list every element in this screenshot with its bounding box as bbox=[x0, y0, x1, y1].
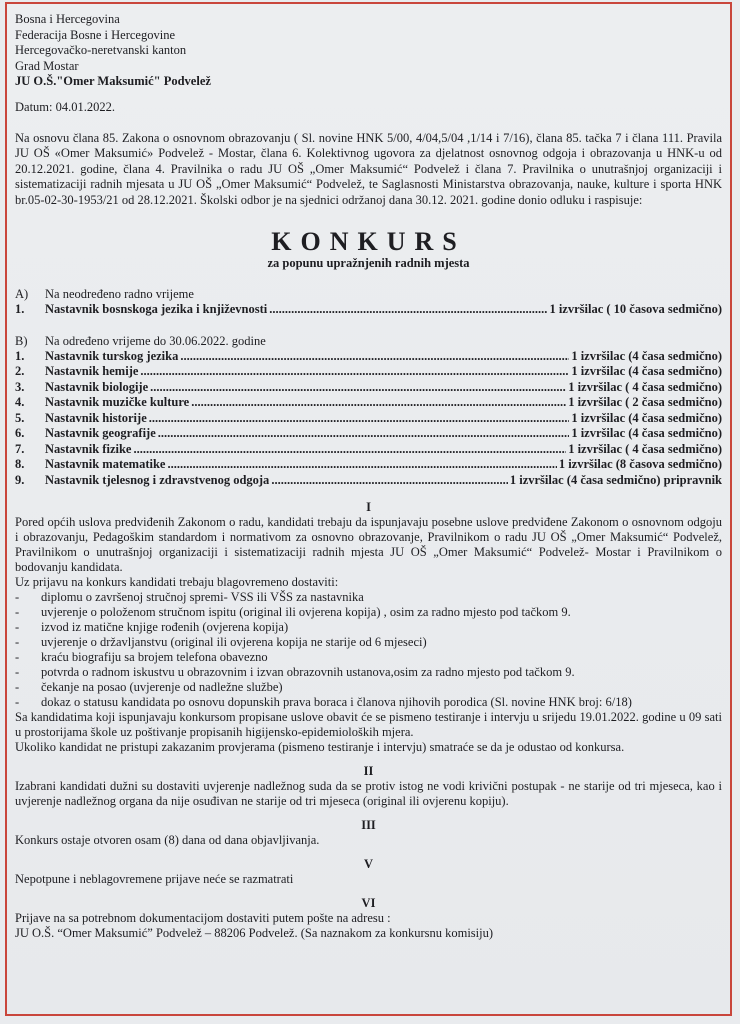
list-item: - čekanje na posao (uvjerenje od nadležne službe) bbox=[15, 680, 283, 694]
leader-dots bbox=[180, 349, 569, 364]
section-i-numeral: I bbox=[366, 500, 371, 514]
list-item: - dokaz o statusu kandidata po osnovu dopunskih prava boraca i članova njihovih porodica (Sl. novine HNK broj: 6/18) bbox=[15, 695, 632, 709]
position-row bbox=[15, 349, 722, 365]
documents-list bbox=[15, 590, 722, 710]
position-amount: 1 izvršilac ( 4 časa sedmično) bbox=[568, 441, 722, 456]
list-item: - diplomu o završenoj stručnoj spremi- VSS ili VŠS za nastavnika bbox=[15, 590, 364, 604]
position-name: Nastavnik bosnskoga jezika i književnosti bbox=[45, 302, 268, 316]
section-ii bbox=[15, 764, 722, 809]
section-a bbox=[15, 287, 722, 318]
general-conditions-paragraph: Pored općih uslova predviđenih Zakonom o radu, kandidati trebaju da ispunjavaju posebne uslove predviđene Zakonom o osnovnom odgoju i obrazovanju, Pedagoškim standardom i normativom za osnovno obrazovanje, Pravilnikom o radu JU OŠ „Omer Maksumić“ Podvelež, Pravilnikom o unutrašnjoj organizaciji i sistematizaciji radnih mjesta JU OŠ „Omer Maksumić“ Podvelež- Mostar i Pravilnikom o bodovanju kandidata. bbox=[15, 515, 722, 574]
section-iii bbox=[15, 818, 722, 848]
section-vi-text-1: Prijave na sa potrebnom dokumentacijom dostaviti putem pošte na adresu : bbox=[15, 911, 391, 925]
position-amount: 1 izvršilac ( 10 časova sedmično) bbox=[549, 302, 722, 316]
document-item-text: kraću biografiju sa brojem telefona obavezno bbox=[41, 650, 268, 664]
document-item-text: dokaz o statusu kandidata po osnovu dopunskih prava boraca i članova njihovih porodica (Sl. novine HNK broj: 6/18) bbox=[41, 695, 632, 709]
leader-dots bbox=[158, 426, 570, 441]
document-page bbox=[5, 2, 732, 1016]
position-number: 8. bbox=[15, 457, 25, 471]
list-item: - kraću biografiju sa brojem telefona obavezno bbox=[15, 650, 268, 664]
document-header bbox=[15, 12, 722, 90]
position-amount: 1 izvršilac (4 časa sedmično) bbox=[571, 426, 722, 440]
documents-intro: Uz prijavu na konkurs kandidati trebaju blagovremeno dostaviti: bbox=[15, 575, 339, 589]
position-row bbox=[15, 411, 722, 427]
document-subtitle: za popunu upražnjenih radnih mjesta bbox=[267, 256, 470, 270]
position-number: 1. bbox=[15, 348, 25, 363]
document-item-text: uvjerenje o državljanstvu (original ili ovjerena kopija ne starije od 6 mjeseci) bbox=[41, 635, 427, 649]
leader-dots bbox=[191, 395, 566, 410]
section-i bbox=[15, 500, 722, 755]
document-item-text: izvod iz matične knjige rođenih (ovjerena kopija) bbox=[41, 620, 289, 634]
document-item-text: čekanje na posao (uvjerenje od nadležne službe) bbox=[41, 680, 283, 694]
position-row bbox=[15, 395, 722, 411]
section-b bbox=[15, 334, 722, 489]
position-name: Nastavnik muzičke kulture bbox=[45, 395, 190, 409]
list-item: - izvod iz matične knjige rođenih (ovjerena kopija) bbox=[15, 620, 289, 634]
position-name: Nastavnik geografije bbox=[45, 426, 156, 440]
section-b-title: Na određeno vrijeme do 30.06.2022. godine bbox=[45, 333, 266, 348]
leader-dots bbox=[269, 302, 547, 317]
position-row bbox=[15, 457, 722, 473]
position-name: Nastavnik hemije bbox=[45, 364, 139, 378]
header-line-school: JU O.Š."Omer Maksumić" Podvelež bbox=[15, 74, 211, 88]
position-name: Nastavnik fizike bbox=[45, 441, 132, 456]
position-number: 6. bbox=[15, 426, 25, 440]
position-amount: 1 izvršilac (4 časa sedmično) bbox=[571, 364, 722, 378]
position-number: 7. bbox=[15, 441, 25, 456]
leader-dots bbox=[133, 442, 566, 457]
testing-paragraph: Sa kandidatima koji ispunjavaju konkursom propisane uslove obavit će se pismeno testiranje i intervju u srijedu 19.01.2022. godine u 09 sati u prostorijama škole uz poštivanje propisanih higijensko-epidemioloških mjera. bbox=[15, 710, 722, 739]
position-row bbox=[15, 302, 722, 318]
position-row bbox=[15, 364, 722, 380]
section-vi bbox=[15, 896, 722, 941]
list-item: - potvrda o radnom iskustvu u obrazovnim i izvan obrazovnih ustanova,osim za radno mjesto pod tačkom 9. bbox=[15, 665, 575, 679]
header-line-federation: Federacija Bosne i Hercegovine bbox=[15, 27, 176, 42]
section-a-title: Na neodređeno radno vrijeme bbox=[45, 287, 194, 301]
position-amount: 1 izvršilac (4 časa sedmično) pripravnik bbox=[509, 472, 722, 487]
section-a-heading bbox=[15, 287, 722, 302]
position-number: 4. bbox=[15, 395, 25, 409]
header-line-city: Grad Mostar bbox=[15, 58, 79, 73]
document-item-text: diplomu o završenoj stručnoj spremi- VSS ili VŠS za nastavnika bbox=[41, 590, 364, 604]
withdrawal-paragraph: Ukoliko kandidat ne pristupi zakazanim provjerama (pismeno testiranje i intervju) smatraće se da je odustao od konkursa. bbox=[15, 740, 625, 754]
position-amount: 1 izvršilac (4 časa sedmično) bbox=[571, 410, 722, 425]
leader-dots bbox=[149, 411, 570, 426]
position-amount: 1 izvršilac (4 časa sedmično) bbox=[571, 348, 722, 363]
list-item: - uvjerenje o položenom stručnom ispitu (original ili ovjerena kopija) , osim za radno mjesto pod tačkom 9. bbox=[15, 605, 571, 619]
list-item: - uvjerenje o državljanstvu (original ili ovjerena kopija ne starije od 6 mjeseci) bbox=[15, 635, 427, 649]
position-row bbox=[15, 473, 722, 489]
header-line-country: Bosna i Hercegovina bbox=[15, 12, 120, 26]
leader-dots bbox=[167, 457, 556, 472]
section-iii-text: Konkurs ostaje otvoren osam (8) dana od dana objavljivanja. bbox=[15, 833, 320, 847]
section-ii-numeral: II bbox=[363, 764, 374, 778]
position-name: Nastavnik matematike bbox=[45, 457, 166, 471]
position-amount: 1 izvršilac ( 2 časa sedmično) bbox=[568, 395, 722, 409]
section-vi-numeral: VI bbox=[361, 896, 376, 910]
position-amount: 1 izvršilac (8 časova sedmično) bbox=[558, 457, 722, 471]
position-number: 2. bbox=[15, 364, 25, 378]
position-row bbox=[15, 380, 722, 396]
leader-dots bbox=[271, 473, 508, 488]
position-name: Nastavnik historije bbox=[45, 410, 147, 425]
leader-dots bbox=[150, 380, 566, 395]
document-title: KONKURS bbox=[271, 227, 466, 256]
section-iii-numeral: III bbox=[361, 818, 376, 832]
intro-paragraph: Na osnovu člana 85. Zakona o osnovnom obrazovanju ( Sl. novine HNK 5/00, 4/04,5/04 ,1/14 i 7/16), člana 85. tačka 7 i člana 111. Pravila JU OŠ «Omer Maksumić» Podvelež - Mostar, člana 6. Kolektivnog ugovora za djelatnost osnovnog odgoja i obrazovanja u HNK-u od 20.12.2021. godine, člana 4. Pravilnika o radu JU OŠ „Omer Maksumić“ Podvelež i člana 7. Pravilnika o unutrašnjoj organizaciji i sistematizaciji radnih mjesata u JU OŠ „Omer Maksumić“ Podvelež, te Saglasnosti Ministarstva obrazovanja, nauke, kulture i sporta HNK br.05-02-30-1953/21 od 28.12.2021. Školski odbor je na sjednici održanoj dana 30.12. 2021. godine donio odluku i raspisuje: bbox=[15, 130, 722, 207]
position-name: Nastavnik tjelesnog i zdravstvenog odgoja bbox=[45, 472, 270, 487]
section-vi-text-2: JU O.Š. “Omer Maksumić” Podvelež – 88206 Podvelež. (Sa naznakom za konkursnu komisiju) bbox=[15, 926, 494, 940]
section-b-label: B) bbox=[15, 333, 28, 348]
section-ii-text: Izabrani kandidati dužni su dostaviti uvjerenje nadležnog suda da se protiv istog ne vodi krivični postupak - ne starije od tri mjeseca, kao i uvjerenje nadležnog organa da nije osuđivan ne starije od tri mjeseca (original ili ovjerenu kopiju). bbox=[15, 779, 722, 808]
section-v-numeral: V bbox=[363, 857, 374, 871]
position-number: 5. bbox=[15, 410, 25, 425]
position-row bbox=[15, 426, 722, 442]
section-v bbox=[15, 857, 722, 887]
position-name: Nastavnik biologije bbox=[45, 379, 149, 394]
section-v-text: Nepotpune i neblagovremene prijave neće se razmatrati bbox=[15, 872, 294, 886]
position-number: 9. bbox=[15, 472, 25, 487]
document-item-text: uvjerenje o položenom stručnom ispitu (original ili ovjerena kopija) , osim za radno mjesto pod tačkom 9. bbox=[41, 605, 571, 619]
header-line-canton: Hercegovačko-neretvanski kanton bbox=[15, 43, 187, 57]
position-name: Nastavnik turskog jezika bbox=[45, 348, 179, 363]
leader-dots bbox=[140, 364, 569, 379]
position-row bbox=[15, 442, 722, 458]
position-number: 3. bbox=[15, 379, 25, 394]
position-number: 1. bbox=[15, 302, 25, 316]
section-a-label: A) bbox=[15, 287, 29, 301]
position-amount: 1 izvršilac ( 4 časa sedmično) bbox=[568, 379, 722, 394]
section-b-heading bbox=[15, 334, 722, 349]
document-date: Datum: 04.01.2022. bbox=[15, 99, 115, 114]
document-item-text: potvrda o radnom iskustvu u obrazovnim i izvan obrazovnih ustanova,osim za radno mjesto pod tačkom 9. bbox=[41, 665, 575, 679]
